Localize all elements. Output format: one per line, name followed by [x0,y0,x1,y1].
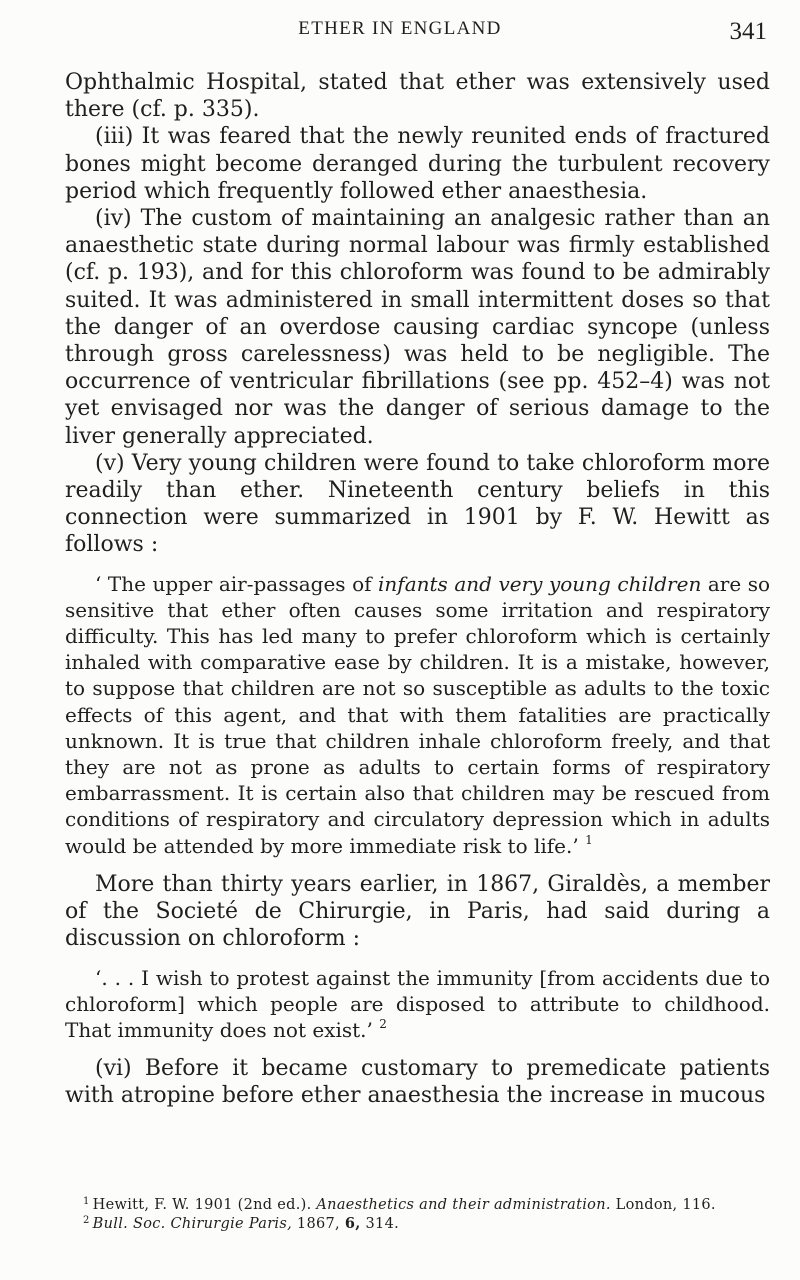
footnote-mark: 1 [83,1196,90,1207]
footnote-1 [65,1196,770,1215]
paragraph-giraldes: More than thirty years earlier, in 1867, Giraldès, a member of the Societé de Chirurgie, in Paris, had said during a discussion on chloroform : [65,871,770,952]
footnote-text: London, 116. [610,1197,716,1213]
quotation-hewitt [65,571,770,859]
footnote-mark: 2 [83,1214,90,1226]
quotation-giraldes [65,965,770,1044]
paragraph-continued: Ophthalmic Hospital, stated that ether was extensively used there (cf. p. 335). [65,70,770,123]
footnote-title: Anaesthetics and their administration. [316,1197,611,1213]
body-text [65,69,770,1110]
paragraph-iv: (iv) The custom of maintaining an analgesic rather than an anaesthetic state during normal labour was firmly established (cf. p. 193), and for this chloroform was found to be admirably suited. It was administered in small intermittent doses so that the danger of an overdose causing cardiac syncope (unless through gross carelessness) was held to be negligible. The occurrence of ventricular fibrillations (see pp. 452–4) was not yet envisaged nor was the danger of serious damage to the liver generally appreciated. [65,206,770,449]
footnotes [65,1196,770,1233]
page-number: 341 [729,18,767,45]
quote-emphasis: infants and very young children [378,571,702,596]
footnote-text: 1867, [292,1215,345,1232]
footnote-text: 314. [360,1215,400,1232]
quote-text: ‘ The upper air-passages of [95,571,379,596]
paragraph-vi: (vi) Before it became customary to premedicate patients with atropine before ether anaesthesia the increase in mucous [65,1056,770,1109]
footnote-ref-2: 2 [379,1016,387,1031]
footnote-title: Bull. Soc. Chirurgie Paris, [92,1215,293,1232]
footnote-ref-1: 1 [585,832,593,847]
page-header [0,18,800,58]
quote-text: ‘. . . I wish to protest against the immunity [from accidents due to chloroform] which people are disposed to attribute to childhood. That immunity does not exist.’ [65,965,770,1042]
footnote-text: Hewitt, F. W. 1901 (2nd ed.). [92,1197,317,1213]
running-head: ETHER IN ENGLAND [298,18,502,39]
quote-text: are so sensitive that ether often causes some irritation and respiratory difficulty. This has led many to prefer chloroform which is certainly inhaled with comparative ease by children. It is a mistake, however, to suppose that children are not so susceptible as adults to the toxic effects of this agent, and that with them fatalities are practically unknown. It is true that children inhale chloroform freely, and that they are not as prone as adults to certain forms of respiratory embarrassment. It is certain also that children may be rescued from conditions of respiratory and circulatory depression which in adults would be attended by more immediate risk to life.’ [65,571,770,858]
paragraph-iii: (iii) It was feared that the newly reunited ends of fractured bones might become deranged during the turbulent recovery period which frequently followed ether anaesthesia. [65,124,770,204]
footnote-2 [65,1215,770,1234]
paragraph-v: (v) Very young children were found to take chloroform more readily than ether. Nineteenth century beliefs in this connection were summarized in 1901 by F. W. Hewitt as follows : [65,450,770,558]
footnote-volume: 6, [344,1214,361,1232]
